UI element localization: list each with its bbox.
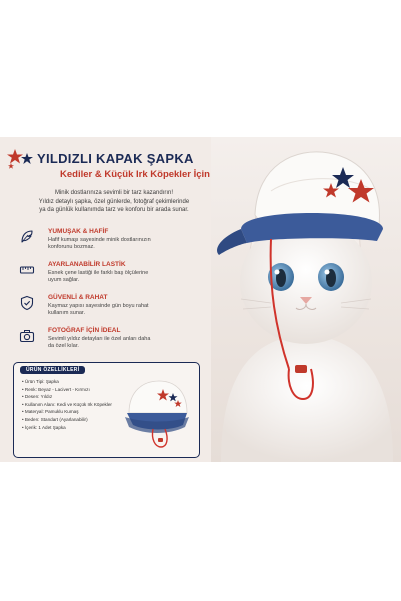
spec-list <box>22 378 127 431</box>
feature-title: GÜVENLİ & RAHAT <box>48 294 108 301</box>
stars-decoration-icon <box>6 148 36 170</box>
spec-item: • Ürün Tipi: Şapka <box>22 379 59 384</box>
small-red-star-icon <box>8 163 14 169</box>
intro-text <box>14 189 214 215</box>
specs-box <box>13 362 200 458</box>
cat-wearing-hat-image <box>211 137 401 462</box>
red-star-icon <box>7 149 23 164</box>
spec-item: • Kullanım Alanı: Kedi ve Küçük Irk Köpekler <box>22 401 112 407</box>
navy-star-icon <box>21 153 33 164</box>
intro-line: ya da günlük kullanımda tarz ve konforu bir arada sunar. <box>39 207 189 213</box>
spec-item: • Desen: Yıldız <box>22 394 53 400</box>
page-subtitle: Kediler & Küçük Irk Köpekler İçin <box>60 169 210 180</box>
ruler-icon <box>18 261 36 279</box>
spec-item: • İçerik: 1 Adet Şapka <box>22 424 66 430</box>
feature-title: FOTOĞRAF İÇİN İDEAL <box>48 327 121 334</box>
intro-line: Minik dostlarınıza sevimli bir tarz kazandırın! <box>54 190 174 196</box>
feature-description: Sevimli yıldız detayları ile özel anları daha da özel kılar. <box>48 336 151 349</box>
intro-line: Yıldız detaylı şapka, özel günlerde, fotoğraf çekimlerinde <box>38 198 190 205</box>
spec-item: • Materyal: Pamuklu Kumaş <box>22 409 79 415</box>
feature-description: Esnek çene lastiği ile farklı baş ölçülerine uyum sağlar. <box>48 270 149 283</box>
feature-title: YUMUŞAK & HAFİF <box>48 228 109 235</box>
shield-check-icon <box>18 294 36 312</box>
page-title: YILDIZLI KAPAK ŞAPKA <box>37 151 194 166</box>
spec-item: • Renk: Beyaz - Lacivert - Kırmızı <box>22 386 90 392</box>
product-photo <box>211 137 401 462</box>
product-infographic <box>0 137 401 462</box>
hat-product-image <box>123 373 195 453</box>
camera-icon <box>18 327 36 345</box>
feature-description: Hafif kumaşı sayesinde minik dostlarınızın konforunu bozmaz. <box>48 237 151 250</box>
feature-title: AYARLANABİLİR LASTİK <box>48 261 126 268</box>
feather-icon <box>18 228 36 246</box>
spec-item: • Beden: Standart (Ayarlanabilir) <box>22 416 88 422</box>
feature-description: Kaymaz yapısı sayesinde gün boyu rahat kullanım sunar. <box>48 303 149 316</box>
specs-header: ÜRÜN ÖZELLİKLERİ <box>20 366 85 374</box>
